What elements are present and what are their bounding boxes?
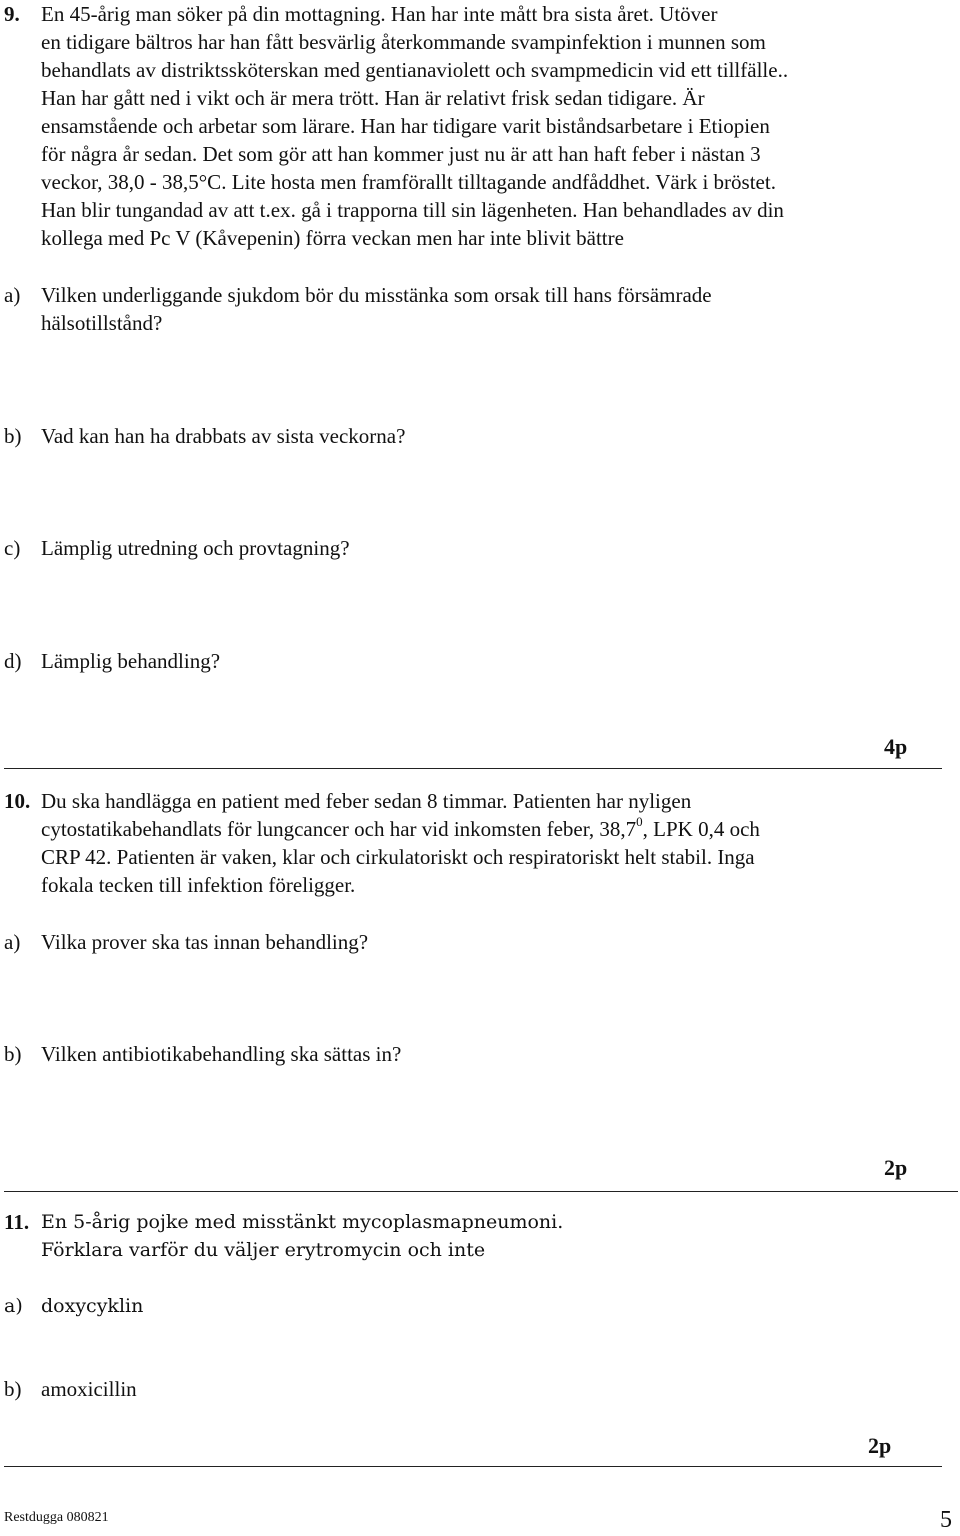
question-11b-text: amoxicillin	[41, 1377, 137, 1401]
question-10b-text: Vilken antibiotikabehandling ska sättas in?	[41, 1042, 402, 1066]
question-10-text-line: fokala tecken till infektion föreligger.	[41, 873, 356, 897]
question-9a-text: hälsotillstånd?	[41, 311, 163, 335]
question-9a-text: Vilken underliggande sjukdom bör du misstänka som orsak till hans försämrade	[41, 283, 712, 307]
question-11-text-line: En 5-årig pojke med misstänkt mycoplasmapneumoni.	[41, 1211, 564, 1233]
question-11b-label: b)	[4, 1377, 22, 1401]
superscript-degree: 0	[636, 814, 643, 829]
question-10-text-line: cytostatikabehandlats för lungcancer och har vid inkomsten feber, 38,7$^0$, LPK 0,4 och	[41, 814, 760, 841]
question-10-number: 10.	[4, 789, 31, 813]
divider	[4, 768, 942, 769]
question-9-text-line: Han har gått ned i vikt och är mera trött. Han är relativt frisk sedan tidigare. Är	[41, 86, 705, 110]
question-11-number: 11.	[4, 1210, 30, 1234]
question-9-text-line: En 45-årig man söker på din mottagning. Han har inte mått bra sista året. Utöver	[41, 2, 718, 26]
question-9-text-line: för några år sedan. Det som gör att han kommer just nu är att han haft feber i nästan 3	[41, 142, 761, 166]
question-10a-label: a)	[4, 930, 21, 954]
question-11-text-line: Förklara varför du väljer erytromycin och inte	[41, 1239, 486, 1261]
question-10-points: 2p	[884, 1155, 908, 1180]
question-9-number: 9.	[4, 2, 20, 26]
question-9-text-line: Han blir tungandad av att t.ex. gå i trapporna till sin lägenheten. Han behandlades av din	[41, 198, 784, 222]
question-10-text-line: Du ska handlägga en patient med feber sedan 8 timmar. Patienten har nyligen	[41, 789, 692, 813]
question-9-text-line: behandlats av distriktssköterskan med gentianaviolett och svampmedicin vid ett tillfälle..	[41, 58, 789, 82]
question-10-text-line: CRP 42. Patienten är vaken, klar och cirkulatoriskt och respiratoriskt helt stabil. Inga	[41, 845, 755, 869]
question-9c-text: Lämplig utredning och provtagning?	[41, 536, 350, 560]
question-11a-label: a)	[4, 1295, 23, 1317]
question-9b-text: Vad kan han ha drabbats av sista veckorna?	[41, 424, 406, 448]
question-9-text-line: kollega med Pc V (Kåvepenin) förra veckan men har inte blivit bättre	[41, 226, 624, 250]
divider	[4, 1191, 958, 1192]
question-9c-label: c)	[4, 536, 21, 560]
page-number: 5	[940, 1507, 952, 1533]
divider	[4, 1466, 942, 1467]
question-9b-label: b)	[4, 424, 22, 448]
question-11-points: 2p	[868, 1433, 892, 1458]
question-9d-label: d)	[4, 649, 22, 673]
question-9a-label: a)	[4, 283, 21, 307]
question-9-text-line: veckor, 38,0 - 38,5°C. Lite hosta men framförallt tilltagande andfåddhet. Värk i bröstet.	[41, 170, 776, 194]
footer-label: Restdugga 080821	[4, 1510, 109, 1525]
question-10b-label: b)	[4, 1042, 22, 1066]
question-9-points: 4p	[884, 734, 908, 759]
question-11a-text: doxycyklin	[41, 1295, 144, 1317]
question-10a-text: Vilka prover ska tas innan behandling?	[41, 930, 369, 954]
question-9-text-line: en tidigare bältros har han fått besvärlig återkommande svampinfektion i munnen som	[41, 30, 766, 54]
question-9d-text: Lämplig behandling?	[41, 649, 221, 673]
question-9-text-line: ensamstående och arbetar som lärare. Han har tidigare varit biståndsarbetare i Etiopien	[41, 114, 770, 138]
